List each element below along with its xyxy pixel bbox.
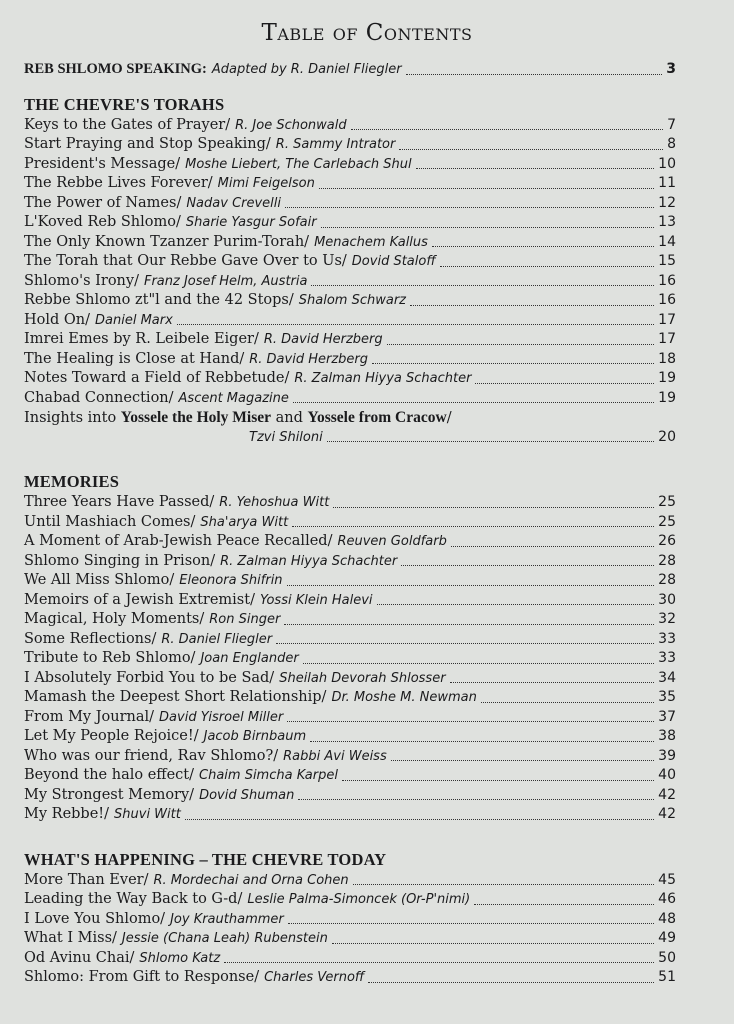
entry-title: Rebbe Shlomo zt"l and the 42 Stops/ [24, 292, 294, 308]
entry-title: Chabad Connection/ [24, 389, 174, 406]
entry-page: 45 [658, 871, 676, 888]
entry-author: R. Zalman Hiyya Schachter [294, 371, 472, 386]
entry-title: My Rebbe!/ [24, 806, 110, 822]
dot-leader [285, 206, 654, 208]
toc-entry [24, 213, 676, 233]
toc-entry [24, 805, 676, 825]
entry-page: 12 [658, 194, 676, 211]
entry-author: Joan Englander [200, 651, 299, 666]
section-gap [24, 447, 676, 457]
dot-leader [224, 961, 654, 963]
entry-author: Sheilah Devorah Shlosser [279, 670, 446, 686]
toc-entry [24, 552, 676, 572]
dot-leader [353, 883, 655, 885]
entry-title: The Torah that Our Rebbe Gave Over to Us/ [24, 253, 347, 269]
toc-entry [24, 389, 676, 409]
dot-leader [311, 284, 654, 286]
entry-title: From My Journal/ [24, 708, 155, 725]
entry-author: Dr. Moshe M. Newman [331, 690, 477, 705]
entry-page: 25 [658, 494, 676, 510]
entry-author: Daniel Marx [95, 312, 173, 328]
toc-entry-wrapped [24, 408, 676, 428]
dot-leader [287, 584, 655, 586]
entry-title: Let My People Rejoice!/ [24, 728, 199, 744]
dot-leader [327, 440, 654, 442]
top-entry [24, 60, 676, 80]
entry-page: 42 [658, 786, 676, 803]
section-gap [24, 825, 676, 835]
toc-entry-wrapped-tail [24, 428, 676, 448]
entry-title: The Power of Names/ [24, 194, 182, 211]
entry-title: President's Message/ [24, 155, 181, 172]
toc-entry [24, 890, 676, 910]
entry-title [24, 408, 452, 429]
entry-author: Moshe Liebert, The Carlebach Shul [185, 156, 412, 172]
entry-title: Magical, Holy Moments/ [24, 611, 205, 627]
entry-title: Tribute to Reb Shlomo/ [24, 650, 196, 666]
dot-leader [474, 903, 654, 905]
entry-page: 32 [658, 611, 676, 627]
entry-page: 8 [667, 136, 676, 152]
dot-leader [410, 304, 654, 306]
toc-entry [24, 649, 676, 669]
entry-title: Mamash the Deepest Short Relationship/ [24, 689, 327, 705]
entry-page: 10 [658, 155, 676, 172]
entry-title: Od Avinu Chai/ [24, 949, 135, 966]
entry-page: 34 [658, 669, 676, 686]
entry-author: David Yisroel Miller [159, 709, 284, 725]
entry-title: My Strongest Memory/ [24, 786, 195, 803]
entry-author: R. Mordechai and Orna Cohen [153, 872, 349, 888]
toc-entry [24, 688, 676, 708]
entry-author: Eleonora Shifrin [179, 573, 283, 588]
entry-author: Sha'arya Witt [200, 514, 289, 530]
dot-leader [401, 564, 654, 566]
toc-entry [24, 330, 676, 350]
entry-author: Ascent Magazine [178, 390, 289, 406]
entry-title: Leading the Way Back to G-d/ [24, 891, 243, 907]
toc-entry [24, 610, 676, 630]
entry-page: 28 [658, 572, 676, 588]
entry-page: 11 [658, 175, 676, 191]
entry-page: 42 [658, 806, 676, 822]
entry-title-bold: Yossele from Cracow [307, 409, 447, 426]
dot-leader [450, 681, 655, 683]
entry-author: Dovid Shuman [199, 787, 295, 803]
dot-leader [292, 525, 654, 527]
dot-leader [333, 506, 654, 508]
toc-entry [24, 630, 676, 650]
entry-title: L'Koved Reb Shlomo/ [24, 214, 181, 230]
entry-title: Shlomo: From Gift to Response/ [24, 969, 260, 985]
entry-page: 13 [658, 214, 676, 230]
toc-entry [24, 174, 676, 194]
entry-author: Shlomo Katz [139, 950, 221, 966]
entry-page: 19 [658, 370, 676, 386]
dot-leader [342, 779, 654, 781]
entry-author: R. Yehoshua Witt [219, 495, 330, 510]
entry-author: R. Daniel Fliegler [161, 631, 273, 647]
toc-entry [24, 233, 676, 253]
entry-title: A Moment of Arab-Jewish Peace Recalled/ [24, 533, 333, 549]
dot-leader [475, 382, 654, 384]
dot-leader [177, 323, 654, 325]
toc-entry [24, 571, 676, 591]
toc-entry [24, 194, 676, 214]
entry-page: 33 [658, 650, 676, 666]
dot-leader [284, 623, 654, 625]
toc-entry [24, 493, 676, 513]
entry-author: Dovid Staloff [351, 254, 436, 269]
entry-author: Yossi Klein Halevi [259, 592, 373, 608]
entry-title: Keys to the Gates of Prayer/ [24, 116, 231, 133]
entry-page: 17 [658, 331, 676, 347]
entry-page: 39 [658, 747, 676, 764]
dot-leader [406, 73, 663, 75]
entry-title: The Rebbe Lives Forever/ [24, 175, 213, 191]
entry-page: 18 [658, 350, 676, 367]
toc-entry [24, 968, 676, 988]
entry-page: 19 [658, 389, 676, 406]
dot-leader [391, 759, 654, 761]
dot-leader [372, 362, 654, 364]
entry-page: 46 [658, 891, 676, 907]
entry-page: 49 [658, 930, 676, 946]
entry-page: 20 [658, 428, 676, 445]
toc-entry [24, 669, 676, 689]
entry-title: Imrei Emes by R. Leibele Eiger/ [24, 331, 259, 347]
entry-page: 28 [658, 552, 676, 569]
entry-page: 25 [658, 513, 676, 530]
entry-page: 33 [658, 630, 676, 647]
toc-entry [24, 272, 676, 292]
table-of-contents [24, 60, 676, 988]
entry-page: 16 [658, 292, 676, 308]
entry-title: The Healing is Close at Hand/ [24, 350, 245, 367]
toc-entry [24, 291, 676, 311]
entry-author: R. Joe Schonwald [235, 117, 347, 133]
entry-author: Jessie (Chana Leah) Rubenstein [121, 931, 328, 946]
toc-entry [24, 910, 676, 930]
entry-title: Beyond the halo effect/ [24, 767, 194, 783]
entry-title: Hold On/ [24, 311, 91, 328]
toc-entry [24, 727, 676, 747]
toc-entry [24, 766, 676, 786]
entry-page: 15 [658, 253, 676, 269]
toc-entry [24, 949, 676, 969]
toc-entry [24, 513, 676, 533]
entry-title-mid: and [271, 410, 308, 426]
entry-page: 51 [658, 969, 676, 985]
toc-entry [24, 929, 676, 949]
toc-entry [24, 369, 676, 389]
entry-title: Shlomo's Irony/ [24, 272, 139, 289]
entry-page: 50 [658, 949, 676, 966]
entry-title: Who was our friend, Rav Shlomo?/ [24, 747, 279, 764]
entry-author: Reuven Goldfarb [337, 534, 447, 549]
entry-author: Tzvi Shiloni [249, 429, 323, 445]
entry-title: More Than Ever/ [24, 871, 149, 888]
entry-page: 16 [658, 272, 676, 289]
entry-title: Start Praying and Stop Speaking/ [24, 136, 271, 152]
entry-author: R. Sammy Intrator [275, 137, 396, 152]
toc-entry [24, 747, 676, 767]
entry-title-prefix: Insights into [24, 410, 121, 426]
dot-leader [298, 798, 654, 800]
section-heading: THE CHEVRE'S TORAHS [24, 94, 225, 114]
entry-author: Joy Krauthammer [170, 911, 284, 927]
entry-author: R. Zalman Hiyya Schachter [220, 553, 398, 569]
entry-author: Nadav Crevelli [186, 195, 282, 211]
entry-author: Ron Singer [209, 612, 281, 627]
entry-title: We All Miss Shlomo/ [24, 572, 175, 588]
entry-title: Three Years Have Passed/ [24, 494, 215, 510]
entry-title: What I Miss/ [24, 930, 117, 946]
dot-leader [288, 922, 654, 924]
dot-leader [432, 245, 654, 247]
entry-author: R. David Herzberg [263, 332, 383, 347]
toc-entry [24, 116, 676, 136]
toc-entry [24, 350, 676, 370]
entry-title: REB SHLOMO SPEAKING: [24, 61, 207, 77]
entry-page: 30 [658, 591, 676, 608]
entry-page: 17 [658, 311, 676, 328]
entry-page: 38 [658, 728, 676, 744]
entry-author: Franz Josef Helm, Austria [143, 273, 308, 289]
toc-entry [24, 532, 676, 552]
entry-title: Some Reflections/ [24, 630, 157, 647]
entry-title: I Absolutely Forbid You to be Sad/ [24, 669, 275, 686]
toc-entry [24, 786, 676, 806]
dot-leader [451, 545, 654, 547]
toc-entry [24, 871, 676, 891]
entry-author: Shuvi Witt [114, 807, 181, 822]
dot-leader [293, 401, 654, 403]
entry-author: Sharie Yasgur Sofair [185, 215, 317, 230]
dot-leader [377, 603, 655, 605]
toc-entry [24, 591, 676, 611]
entry-author: Leslie Palma-Simoncek (Or-P'nimi) [247, 892, 471, 907]
entry-page: 40 [658, 767, 676, 783]
dot-leader [440, 265, 654, 267]
entry-page: 14 [658, 233, 676, 250]
entry-title-suffix: / [446, 410, 452, 426]
dot-leader [368, 981, 654, 983]
entry-author: Jacob Birnbaum [203, 729, 307, 744]
dot-leader [303, 662, 654, 664]
dot-leader [321, 226, 655, 228]
section-heading: MEMORIES [24, 472, 120, 491]
dot-leader [185, 818, 654, 820]
entry-author: Chaim Simcha Karpel [199, 768, 338, 783]
entry-page: 3 [666, 61, 676, 77]
dot-leader [276, 642, 654, 644]
entry-author: Menachem Kallus [314, 234, 428, 250]
entry-author: Shalom Schwarz [298, 293, 406, 308]
dot-leader [399, 148, 663, 150]
entry-title: Notes Toward a Field of Rebbetude/ [24, 370, 290, 386]
entry-title: Memoirs of a Jewish Extremist/ [24, 591, 255, 608]
entry-title: The Only Known Tzanzer Purim-Torah/ [24, 233, 310, 250]
entry-page: 48 [658, 910, 676, 927]
entry-author: R. David Herzberg [249, 351, 368, 367]
dot-leader [319, 187, 654, 189]
dot-leader [387, 343, 655, 345]
page-title: Table of Contents [261, 20, 473, 46]
dot-leader [332, 942, 654, 944]
entry-title: Until Mashiach Comes/ [24, 513, 196, 530]
section-heading: WHAT'S HAPPENING – THE CHEVRE TODAY [24, 849, 387, 869]
entry-author: Adapted by R. Daniel Fliegler [211, 62, 402, 77]
dot-leader [351, 128, 663, 130]
entry-page: 7 [667, 116, 676, 133]
toc-entry [24, 155, 676, 175]
dot-leader [416, 167, 655, 169]
entry-page: 26 [658, 533, 676, 549]
dot-leader [287, 720, 654, 722]
entry-title-bold: Yossele the Holy Miser [120, 409, 272, 426]
dot-leader [310, 740, 654, 742]
entry-page: 37 [658, 708, 676, 725]
entry-author: Charles Vernoff [264, 970, 365, 985]
toc-entry [24, 252, 676, 272]
dot-leader [481, 701, 654, 703]
entry-author: Rabbi Avi Weiss [283, 748, 387, 764]
entry-page: 35 [658, 689, 676, 705]
toc-entry [24, 135, 676, 155]
entry-title: Shlomo Singing in Prison/ [24, 552, 216, 569]
toc-entry [24, 708, 676, 728]
entry-title: I Love You Shlomo/ [24, 910, 166, 927]
toc-entry [24, 311, 676, 331]
entry-author: Mimi Feigelson [217, 176, 315, 191]
